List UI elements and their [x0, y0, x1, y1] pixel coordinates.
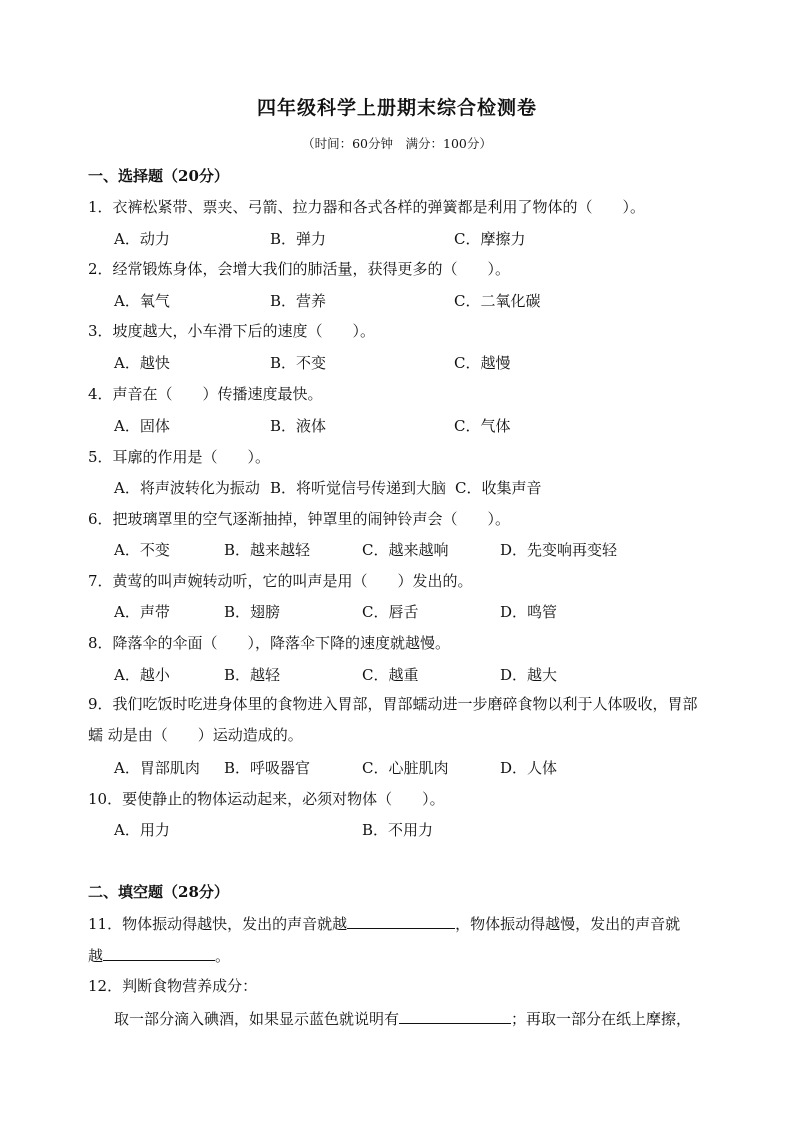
- option-b: B．不用力: [362, 821, 434, 839]
- page-title: 四年级科学上册期末综合检测卷: [256, 97, 537, 119]
- section-heading-fill: 二、填空题（28分）: [88, 883, 229, 901]
- q11-text-3: 越: [88, 947, 104, 965]
- question-12-line: [114, 1007, 691, 1029]
- option-c: C．收集声音: [455, 479, 542, 497]
- question-9: 9．我们吃饭时吃进身体里的食物进入胃部，胃部蠕动进一步磨碎食物以利于人体吸收，胃部蠕 动是由（ ）运动造成的。: [88, 695, 698, 744]
- option-a: A．将声波转化为振动: [114, 479, 260, 497]
- option-a: A．越快: [114, 354, 170, 372]
- options-row-7: [114, 601, 734, 625]
- option-a: A．动力: [114, 230, 170, 248]
- question-10: 10．要使静止的物体运动起来，必须对物体（ ）。: [88, 790, 445, 808]
- option-c: C．唇舌: [362, 603, 419, 621]
- option-c: C．越来越响: [362, 541, 449, 559]
- options-row-8: [114, 664, 734, 688]
- options-row-4: [114, 415, 734, 439]
- option-d: D．鸣管: [500, 603, 558, 621]
- q12-text-1: 取一部分滴入碘酒，如果显示蓝色就说明有: [114, 1010, 400, 1028]
- option-b: B．翅膀: [224, 603, 281, 621]
- option-a: A．胃部肌肉: [114, 759, 200, 777]
- option-b: B．呼吸器官: [224, 759, 311, 777]
- options-row-2: [114, 290, 734, 314]
- option-c: C．气体: [454, 417, 511, 435]
- option-b: B．将听觉信号传递到大脑: [270, 479, 447, 497]
- q12-text-2: ；再取一部分在纸上摩擦，: [511, 1010, 692, 1028]
- exam-time-score: （时间：60分钟 满分：100分）: [302, 136, 492, 151]
- option-b: B．液体: [270, 417, 327, 435]
- option-c: C．摩擦力: [454, 230, 526, 248]
- option-a: A．声带: [114, 603, 170, 621]
- option-b: B．营养: [270, 292, 327, 310]
- options-row-3: [114, 352, 734, 376]
- option-b: B．弹力: [270, 230, 327, 248]
- q11-text-2: ，物体振动得越慢，发出的声音就: [455, 915, 681, 933]
- option-b: B．不变: [270, 354, 327, 372]
- option-a: A．不变: [114, 541, 170, 559]
- question-1: 1．衣裤松紧带、票夹、弓箭、拉力器和各式各样的弹簧都是利用了物体的（ ）。: [88, 198, 646, 216]
- answer-blank[interactable]: [347, 912, 455, 929]
- option-a: A．固体: [114, 417, 170, 435]
- answer-blank[interactable]: [103, 944, 215, 961]
- question-3: 3．坡度越大，小车滑下后的速度（ ）。: [88, 322, 376, 340]
- option-a: A．用力: [114, 821, 170, 839]
- q11-text-1: 11．物体振动得越快，发出的声音就越: [88, 915, 348, 933]
- option-a: A．越小: [114, 666, 170, 684]
- option-c: C．越重: [362, 666, 419, 684]
- option-d: D．越大: [500, 666, 558, 684]
- option-c: C．心脏肌肉: [362, 759, 449, 777]
- question-7: 7．黄莺的叫声婉转动听，它的叫声是用（ ）发出的。: [88, 572, 473, 590]
- options-row-9: [114, 757, 734, 781]
- option-a: A．氧气: [114, 292, 170, 310]
- question-4: 4．声音在（ ）传播速度最快。: [88, 385, 323, 403]
- answer-blank[interactable]: [399, 1007, 511, 1024]
- options-row-1: [114, 228, 734, 252]
- option-d: D．先变响再变轻: [500, 541, 618, 559]
- question-8: 8．降落伞的伞面（ ），降落伞下降的速度就越慢。: [88, 634, 451, 652]
- question-5: 5．耳廓的作用是（ ）。: [88, 448, 271, 466]
- option-d: D．人体: [500, 759, 558, 777]
- options-row-6: [114, 539, 734, 563]
- question-11: [88, 912, 680, 934]
- question-12: 12．判断食物营养成分：: [88, 977, 258, 995]
- option-c: C．二氧化碳: [454, 292, 541, 310]
- options-row-10: [114, 819, 734, 843]
- section-heading-choice: 一、选择题（20分）: [88, 167, 229, 185]
- question-6: 6．把玻璃罩里的空气逐渐抽掉，钟罩里的闹钟铃声会（ ）。: [88, 510, 511, 528]
- option-b: B．越来越轻: [224, 541, 311, 559]
- options-row-5: [114, 477, 734, 501]
- option-c: C．越慢: [454, 354, 511, 372]
- question-2: 2．经常锻炼身体，会增大我们的肺活量，获得更多的（ ）。: [88, 260, 511, 278]
- question-11-cont: [88, 944, 230, 966]
- q11-text-4: 。: [215, 947, 231, 965]
- option-b: B．越轻: [224, 666, 281, 684]
